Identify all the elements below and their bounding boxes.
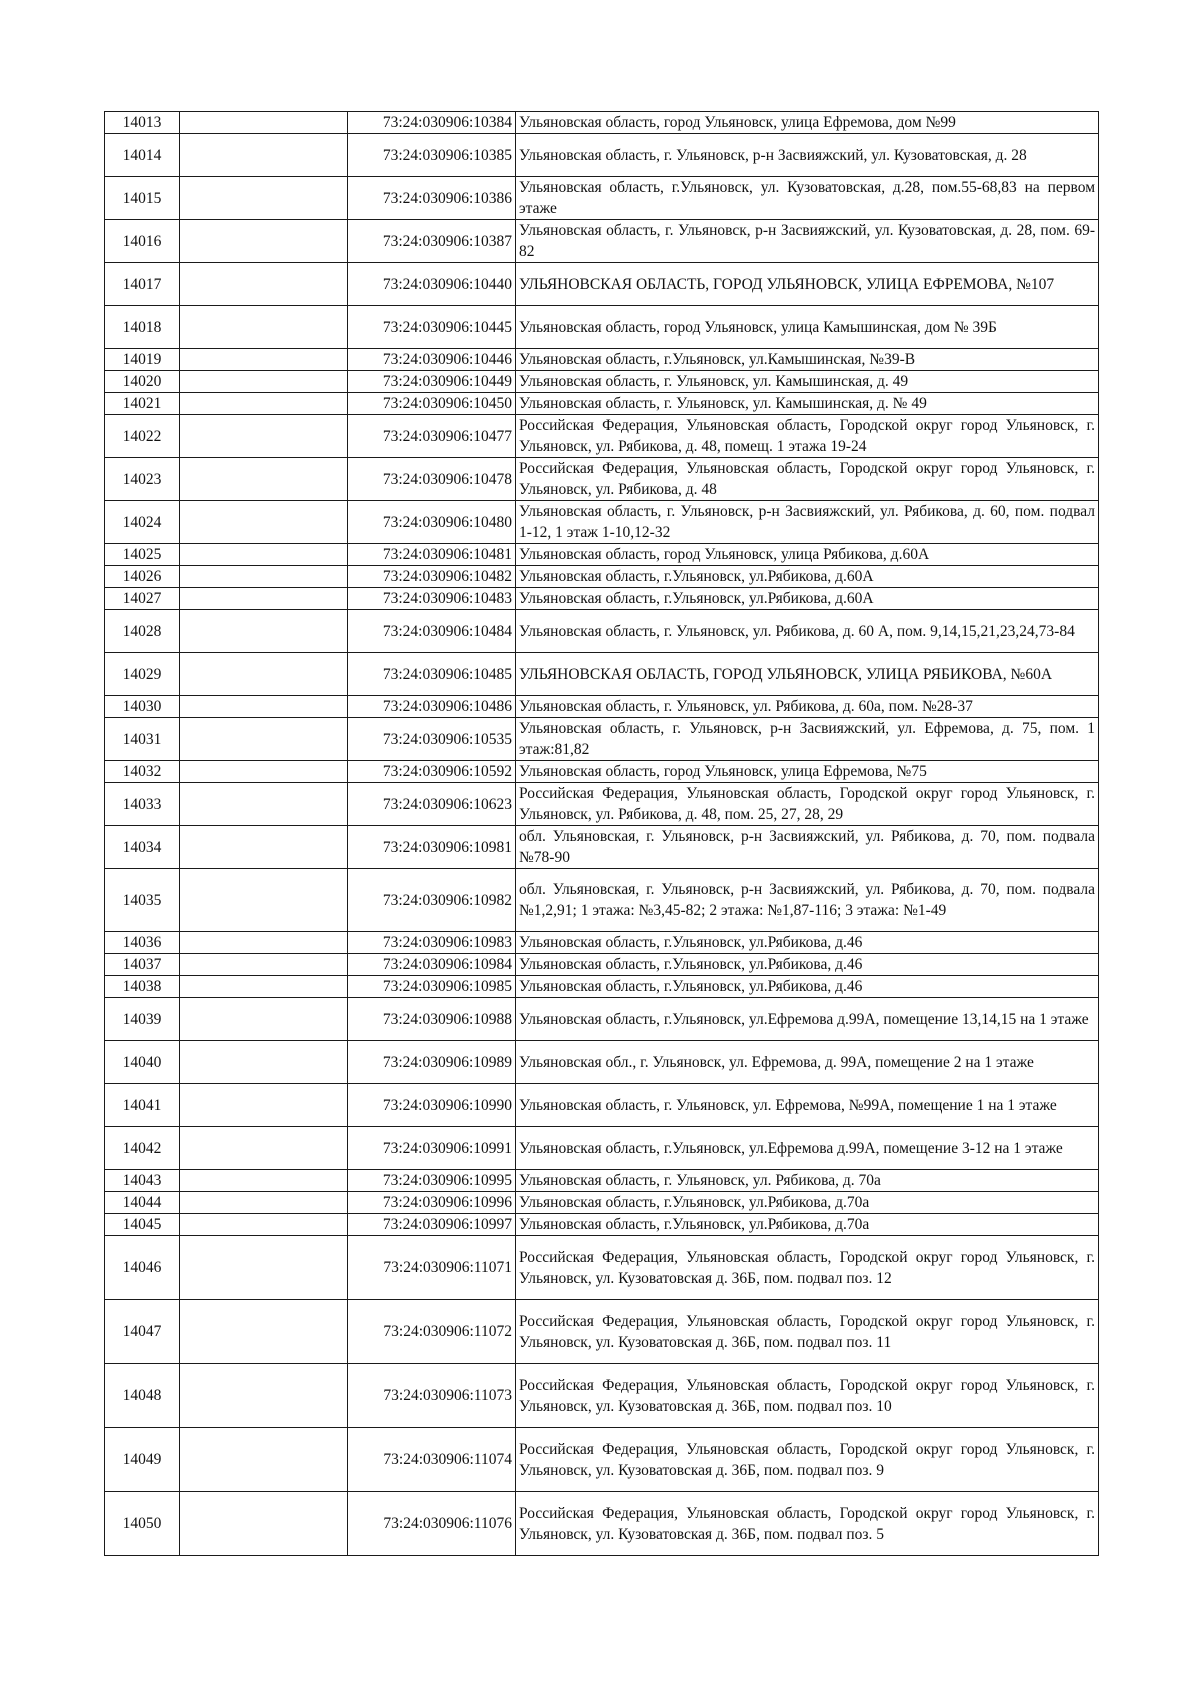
table-row	[105, 954, 1099, 976]
table-row	[105, 393, 1099, 415]
row-number: 14034	[105, 826, 180, 869]
address-cell: УЛЬЯНОВСКАЯ ОБЛАСТЬ, ГОРОД УЛЬЯНОВСК, УЛИЦА ЕФРЕМОВА, №107	[516, 263, 1099, 306]
empty-cell	[180, 544, 348, 566]
empty-cell	[180, 976, 348, 998]
empty-cell	[180, 869, 348, 932]
row-number: 14019	[105, 349, 180, 371]
table-row	[105, 696, 1099, 718]
table-row	[105, 263, 1099, 306]
table-row	[105, 653, 1099, 696]
address-cell: Российская Федерация, Ульяновская область, Городской округ город Ульяновск, г. Ульяновск, ул. Рябикова, д. 48, пом. 25, 27, 28, 29	[516, 783, 1099, 826]
table-row	[105, 566, 1099, 588]
row-number: 14033	[105, 783, 180, 826]
row-number: 14013	[105, 112, 180, 134]
address-cell: Российская Федерация, Ульяновская область, Городской округ город Ульяновск, г. Ульяновск, ул. Кузоватовская д. 36Б, пом. подвал поз. 12	[516, 1236, 1099, 1300]
cadastral-number: 73:24:030906:10384	[348, 112, 516, 134]
empty-cell	[180, 566, 348, 588]
cadastral-number: 73:24:030906:10995	[348, 1170, 516, 1192]
table-row	[105, 1492, 1099, 1556]
table-row	[105, 1041, 1099, 1084]
table-row	[105, 349, 1099, 371]
address-cell: Ульяновская область, г. Ульяновск, р-н Засвияжский, ул. Кузоватовская, д. 28	[516, 134, 1099, 177]
address-cell: Ульяновская область, г. Ульяновск, ул. Ефремова, №99А, помещение 1 на 1 этаже	[516, 1084, 1099, 1127]
cadastral-number: 73:24:030906:10989	[348, 1041, 516, 1084]
empty-cell	[180, 1127, 348, 1170]
cadastral-number: 73:24:030906:11076	[348, 1492, 516, 1556]
cadastral-number: 73:24:030906:11074	[348, 1428, 516, 1492]
address-cell: Российская Федерация, Ульяновская область, Городской округ город Ульяновск, г. Ульяновск, ул. Кузоватовская д. 36Б, пом. подвал поз. 9	[516, 1428, 1099, 1492]
row-number: 14038	[105, 976, 180, 998]
cadastral-number: 73:24:030906:10485	[348, 653, 516, 696]
cadastral-number: 73:24:030906:10984	[348, 954, 516, 976]
empty-cell	[180, 415, 348, 458]
table-row	[105, 588, 1099, 610]
cadastral-number: 73:24:030906:10386	[348, 177, 516, 220]
table-row	[105, 220, 1099, 263]
address-cell: Российская Федерация, Ульяновская область, Городской округ город Ульяновск, г. Ульяновск, ул. Рябикова, д. 48	[516, 458, 1099, 501]
cadastral-number: 73:24:030906:10450	[348, 393, 516, 415]
table-row	[105, 1192, 1099, 1214]
table-row	[105, 1170, 1099, 1192]
empty-cell	[180, 501, 348, 544]
empty-cell	[180, 954, 348, 976]
empty-cell	[180, 761, 348, 783]
empty-cell	[180, 696, 348, 718]
address-cell: Российская Федерация, Ульяновская область, Городской округ город Ульяновск, г. Ульяновск, ул. Кузоватовская д. 36Б, пом. подвал поз. 10	[516, 1364, 1099, 1428]
empty-cell	[180, 1192, 348, 1214]
row-number: 14049	[105, 1428, 180, 1492]
row-number: 14016	[105, 220, 180, 263]
address-cell: Ульяновская область, город Ульяновск, улица Рябикова, д.60А	[516, 544, 1099, 566]
cadastral-number: 73:24:030906:10481	[348, 544, 516, 566]
cadastral-number: 73:24:030906:10623	[348, 783, 516, 826]
cadastral-number: 73:24:030906:11072	[348, 1300, 516, 1364]
address-cell: Ульяновская область, г.Ульяновск, ул.Рябикова, д.46	[516, 976, 1099, 998]
row-number: 14047	[105, 1300, 180, 1364]
row-number: 14039	[105, 998, 180, 1041]
cadastral-number: 73:24:030906:10478	[348, 458, 516, 501]
table-row	[105, 458, 1099, 501]
empty-cell	[180, 588, 348, 610]
empty-cell	[180, 349, 348, 371]
cadastral-number: 73:24:030906:10982	[348, 869, 516, 932]
cadastral-number: 73:24:030906:10385	[348, 134, 516, 177]
cadastral-number: 73:24:030906:10387	[348, 220, 516, 263]
row-number: 14014	[105, 134, 180, 177]
row-number: 14015	[105, 177, 180, 220]
address-cell: Ульяновская область, г. Ульяновск, ул. Рябикова, д. 70а	[516, 1170, 1099, 1192]
cadastral-number: 73:24:030906:10446	[348, 349, 516, 371]
table-row	[105, 177, 1099, 220]
row-number: 14026	[105, 566, 180, 588]
empty-cell	[180, 1300, 348, 1364]
cadastral-number: 73:24:030906:10482	[348, 566, 516, 588]
address-cell: Ульяновская область, г.Ульяновск, ул.Рябикова, д.60А	[516, 588, 1099, 610]
empty-cell	[180, 393, 348, 415]
table-row	[105, 501, 1099, 544]
empty-cell	[180, 932, 348, 954]
address-cell: обл. Ульяновская, г. Ульяновск, р-н Засвияжский, ул. Рябикова, д. 70, пом. подвала №1,2,91; 1 этажа: №3,45-82; 2 этажа: №1,87-116; 3 этажа: №1-49	[516, 869, 1099, 932]
table-row	[105, 761, 1099, 783]
row-number: 14020	[105, 371, 180, 393]
cadastral-table	[104, 111, 1099, 1556]
table-row	[105, 976, 1099, 998]
address-cell: Ульяновская область, г. Ульяновск, ул. Камышинская, д. № 49	[516, 393, 1099, 415]
row-number: 14022	[105, 415, 180, 458]
address-cell: Ульяновская область, г. Ульяновск, ул. Рябикова, д. 60а, пом. №28-37	[516, 696, 1099, 718]
cadastral-number: 73:24:030906:10592	[348, 761, 516, 783]
empty-cell	[180, 998, 348, 1041]
cadastral-number: 73:24:030906:10484	[348, 610, 516, 653]
address-cell: Ульяновская область, г.Ульяновск, ул. Кузоватовская, д.28, пом.55-68,83 на первом этаже	[516, 177, 1099, 220]
row-number: 14030	[105, 696, 180, 718]
address-cell: обл. Ульяновская, г. Ульяновск, р-н Засвияжский, ул. Рябикова, д. 70, пом. подвала №78-90	[516, 826, 1099, 869]
empty-cell	[180, 112, 348, 134]
address-cell: Ульяновская область, г.Ульяновск, ул.Рябикова, д.70а	[516, 1214, 1099, 1236]
address-cell: Ульяновская область, город Ульяновск, улица Ефремова, №75	[516, 761, 1099, 783]
table-row	[105, 998, 1099, 1041]
address-cell: Ульяновская область, г.Ульяновск, ул.Рябикова, д.70а	[516, 1192, 1099, 1214]
cadastral-number: 73:24:030906:10486	[348, 696, 516, 718]
table-row	[105, 718, 1099, 761]
empty-cell	[180, 1041, 348, 1084]
row-number: 14024	[105, 501, 180, 544]
row-number: 14017	[105, 263, 180, 306]
row-number: 14042	[105, 1127, 180, 1170]
empty-cell	[180, 1364, 348, 1428]
cadastral-number: 73:24:030906:10535	[348, 718, 516, 761]
row-number: 14050	[105, 1492, 180, 1556]
cadastral-number: 73:24:030906:10445	[348, 306, 516, 349]
address-cell: Ульяновская область, г. Ульяновск, ул. Рябикова, д. 60 А, пом. 9,14,15,21,23,24,73-84	[516, 610, 1099, 653]
cadastral-number: 73:24:030906:10981	[348, 826, 516, 869]
row-number: 14028	[105, 610, 180, 653]
cadastral-number: 73:24:030906:11071	[348, 1236, 516, 1300]
cadastral-number: 73:24:030906:10983	[348, 932, 516, 954]
address-cell: Российская Федерация, Ульяновская область, Городской округ город Ульяновск, г. Ульяновск, ул. Кузоватовская д. 36Б, пом. подвал поз. 5	[516, 1492, 1099, 1556]
address-cell: Ульяновская область, г.Ульяновск, ул.Ефремова д.99А, помещение 13,14,15 на 1 этаже	[516, 998, 1099, 1041]
empty-cell	[180, 653, 348, 696]
row-number: 14041	[105, 1084, 180, 1127]
address-cell: Ульяновская область, г.Ульяновск, ул.Камышинская, №39-В	[516, 349, 1099, 371]
address-cell: Российская Федерация, Ульяновская область, Городской округ город Ульяновск, г. Ульяновск, ул. Кузоватовская д. 36Б, пом. подвал поз. 11	[516, 1300, 1099, 1364]
address-cell: Ульяновская обл., г. Ульяновск, ул. Ефремова, д. 99А, помещение 2 на 1 этаже	[516, 1041, 1099, 1084]
table-row	[105, 134, 1099, 177]
address-cell: Ульяновская область, г.Ульяновск, ул.Рябикова, д.46	[516, 932, 1099, 954]
cadastral-number: 73:24:030906:10985	[348, 976, 516, 998]
row-number: 14029	[105, 653, 180, 696]
empty-cell	[180, 371, 348, 393]
table-row	[105, 1084, 1099, 1127]
cadastral-number: 73:24:030906:10440	[348, 263, 516, 306]
row-number: 14048	[105, 1364, 180, 1428]
empty-cell	[180, 783, 348, 826]
empty-cell	[180, 134, 348, 177]
empty-cell	[180, 1084, 348, 1127]
cadastral-number: 73:24:030906:10480	[348, 501, 516, 544]
empty-cell	[180, 306, 348, 349]
empty-cell	[180, 1428, 348, 1492]
cadastral-number: 73:24:030906:11073	[348, 1364, 516, 1428]
row-number: 14046	[105, 1236, 180, 1300]
table-row	[105, 1127, 1099, 1170]
empty-cell	[180, 1170, 348, 1192]
table-row	[105, 415, 1099, 458]
table-row	[105, 1364, 1099, 1428]
row-number: 14025	[105, 544, 180, 566]
row-number: 14032	[105, 761, 180, 783]
address-cell: Ульяновская область, г. Ульяновск, р-н Засвияжский, ул. Ефремова, д. 75, пом. 1 этаж:81,82	[516, 718, 1099, 761]
empty-cell	[180, 610, 348, 653]
row-number: 14036	[105, 932, 180, 954]
address-cell: Ульяновская область, город Ульяновск, улица Камышинская, дом № 39Б	[516, 306, 1099, 349]
table-body	[105, 112, 1099, 1556]
empty-cell	[180, 220, 348, 263]
cadastral-number: 73:24:030906:10997	[348, 1214, 516, 1236]
empty-cell	[180, 718, 348, 761]
cadastral-number: 73:24:030906:10988	[348, 998, 516, 1041]
cadastral-number: 73:24:030906:10996	[348, 1192, 516, 1214]
row-number: 14031	[105, 718, 180, 761]
address-cell: Ульяновская область, г.Ульяновск, ул.Рябикова, д.46	[516, 954, 1099, 976]
row-number: 14045	[105, 1214, 180, 1236]
address-cell: УЛЬЯНОВСКАЯ ОБЛАСТЬ, ГОРОД УЛЬЯНОВСК, УЛИЦА РЯБИКОВА, №60А	[516, 653, 1099, 696]
table-row	[105, 371, 1099, 393]
empty-cell	[180, 1492, 348, 1556]
table-row	[105, 1236, 1099, 1300]
empty-cell	[180, 1214, 348, 1236]
table-row	[105, 1428, 1099, 1492]
row-number: 14037	[105, 954, 180, 976]
cadastral-number: 73:24:030906:10991	[348, 1127, 516, 1170]
cadastral-number: 73:24:030906:10990	[348, 1084, 516, 1127]
empty-cell	[180, 458, 348, 501]
row-number: 14040	[105, 1041, 180, 1084]
cadastral-number: 73:24:030906:10483	[348, 588, 516, 610]
address-cell: Ульяновская область, город Ульяновск, улица Ефремова, дом №99	[516, 112, 1099, 134]
table-row	[105, 869, 1099, 932]
address-cell: Ульяновская область, г.Ульяновск, ул.Рябикова, д.60А	[516, 566, 1099, 588]
address-cell: Ульяновская область, г. Ульяновск, ул. Камышинская, д. 49	[516, 371, 1099, 393]
row-number: 14027	[105, 588, 180, 610]
table-row	[105, 610, 1099, 653]
row-number: 14043	[105, 1170, 180, 1192]
table-row	[105, 112, 1099, 134]
empty-cell	[180, 826, 348, 869]
table-row	[105, 1300, 1099, 1364]
empty-cell	[180, 263, 348, 306]
table-row	[105, 544, 1099, 566]
row-number: 14035	[105, 869, 180, 932]
table-row	[105, 783, 1099, 826]
row-number: 14018	[105, 306, 180, 349]
row-number: 14023	[105, 458, 180, 501]
address-cell: Ульяновская область, г. Ульяновск, р-н Засвияжский, ул. Рябикова, д. 60, пом. подвал 1-12, 1 этаж 1-10,12-32	[516, 501, 1099, 544]
table-row	[105, 826, 1099, 869]
empty-cell	[180, 177, 348, 220]
address-cell: Ульяновская область, г. Ульяновск, р-н Засвияжский, ул. Кузоватовская, д. 28, пом. 69-82	[516, 220, 1099, 263]
table-row	[105, 1214, 1099, 1236]
cadastral-number: 73:24:030906:10449	[348, 371, 516, 393]
table-row	[105, 306, 1099, 349]
address-cell: Российская Федерация, Ульяновская область, Городской округ город Ульяновск, г. Ульяновск, ул. Рябикова, д. 48, помещ. 1 этажа 19-24	[516, 415, 1099, 458]
empty-cell	[180, 1236, 348, 1300]
address-cell: Ульяновская область, г.Ульяновск, ул.Ефремова д.99А, помещение 3-12 на 1 этаже	[516, 1127, 1099, 1170]
table-row	[105, 932, 1099, 954]
cadastral-number: 73:24:030906:10477	[348, 415, 516, 458]
row-number: 14021	[105, 393, 180, 415]
row-number: 14044	[105, 1192, 180, 1214]
